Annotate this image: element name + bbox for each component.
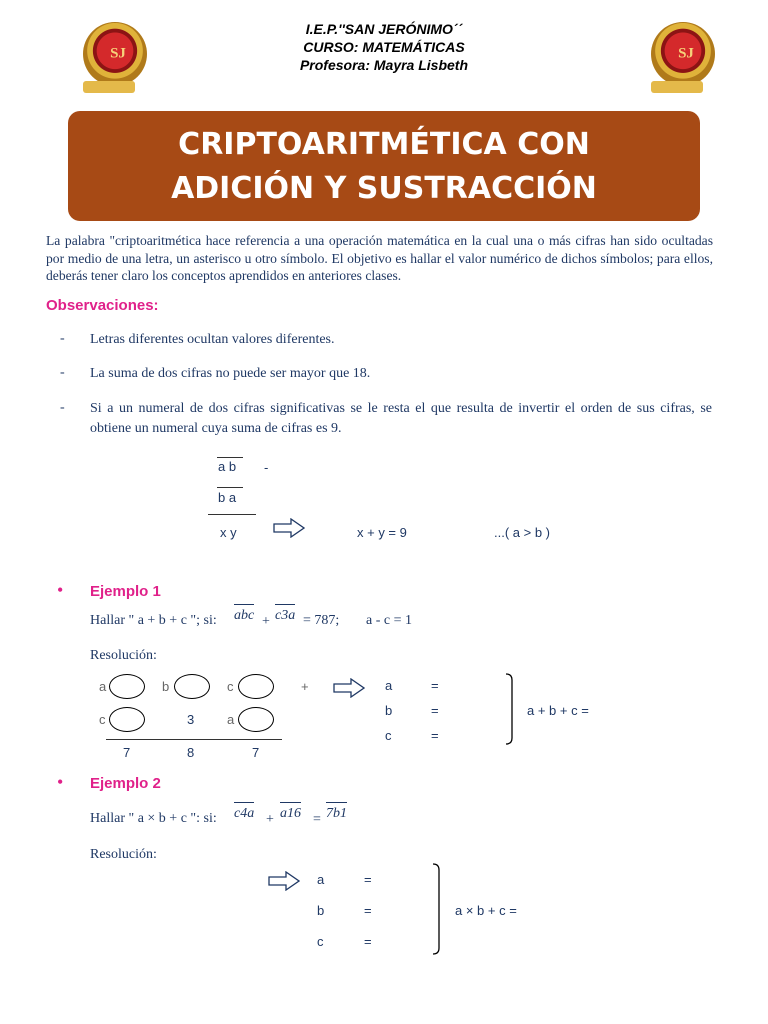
sum-formula: x + y = 9 xyxy=(357,525,407,540)
example1-equals: = 787; xyxy=(303,613,340,628)
sum-line xyxy=(106,739,282,740)
arrow-right-icon xyxy=(268,871,300,891)
sum-digit-3: 7 xyxy=(252,745,260,760)
header-block xyxy=(0,20,768,74)
sum-digit-1: 7 xyxy=(123,745,131,760)
digit-blank[interactable] xyxy=(238,674,274,699)
example1-term-abc: abc xyxy=(234,604,254,626)
title-line-2: ADICIÓN Y SUSTRACCIÓN xyxy=(171,171,597,206)
digit-blank[interactable] xyxy=(109,707,145,732)
answer-a-eq: = xyxy=(431,678,439,693)
title-line-1: CRIPTOARITMÉTICA CON xyxy=(178,127,590,162)
logo-text: SJ xyxy=(678,45,694,62)
label-a: a xyxy=(227,712,235,727)
observations-heading: Observaciones: xyxy=(46,297,159,314)
answer-b-eq: = xyxy=(364,903,372,918)
digit-blank[interactable] xyxy=(238,707,274,732)
logo-text: SJ xyxy=(110,45,126,62)
label-c: c xyxy=(99,712,106,727)
dash-3: - xyxy=(60,400,65,415)
example2-heading: Ejemplo 2 xyxy=(90,775,161,792)
answer-c-eq: = xyxy=(364,934,372,949)
example2-result-label: a × b + c = xyxy=(455,903,517,918)
school-name: I.E.P.''SAN JERÓNIMO´´ xyxy=(305,21,463,37)
dash-1: - xyxy=(60,331,65,346)
numeral-ab: a b xyxy=(218,459,237,474)
example1-term-c3a: c3a xyxy=(275,604,295,626)
label-a: a xyxy=(99,679,107,694)
example2-resolution: Resolución: xyxy=(90,847,157,862)
answer-c-eq: = xyxy=(431,728,439,743)
example2-term-7b1: 7b1 xyxy=(326,802,347,824)
bracket xyxy=(430,862,444,956)
teacher-name: Profesora: Mayra Lisbeth xyxy=(299,57,469,73)
answer-c-label: c xyxy=(385,728,392,743)
observation-item-3: Si a un numeral de dos cifras significativas se le resta el que resulta de invertir el orden de sus cifras, se obtiene un numeral cuya suma de cifras es 9. xyxy=(90,401,712,436)
example1-condition: a - c = 1 xyxy=(366,613,412,628)
course-name: CURSO: MATEMÁTICAS xyxy=(303,39,465,55)
result-xy: x y xyxy=(220,525,237,540)
arrow-right-icon xyxy=(333,678,365,698)
answer-b-label: b xyxy=(385,703,393,718)
bracket xyxy=(503,672,517,746)
example1-result-label: a + b + c = xyxy=(527,703,589,718)
answer-c-label: c xyxy=(317,934,324,949)
digit-blank[interactable] xyxy=(109,674,145,699)
sum-digit-2: 8 xyxy=(187,745,195,760)
example2-term-c4a: c4a xyxy=(234,802,254,824)
numeral-ba: b a xyxy=(218,490,237,505)
answer-a-label: a xyxy=(385,678,393,693)
answer-b-eq: = xyxy=(431,703,439,718)
condition-a-gt-b: ...( a > b ) xyxy=(494,525,550,540)
example2-plus: + xyxy=(266,812,274,827)
digit-3: 3 xyxy=(187,712,195,727)
answer-a-eq: = xyxy=(364,872,372,887)
example1-prompt: Hallar " a + b + c "; si: xyxy=(90,613,217,628)
example1-heading: Ejemplo 1 xyxy=(90,583,161,600)
example1-plus: + xyxy=(262,614,270,629)
label-c: c xyxy=(227,679,234,694)
answer-a-label: a xyxy=(317,872,325,887)
arrow-right-icon xyxy=(273,518,305,538)
bullet-2: • xyxy=(57,772,64,792)
title-banner xyxy=(68,111,700,221)
intro-paragraph: La palabra "criptoaritmética hace referencia a una operación matemática en la cual una o más cifras han sido ocultadas por medio de una letra, un asterisco u otro símbolo. El objetivo es hallar el valor numérico de dichos símbolos; para ellos, deberás tener claro los conceptos aprendidos en anteriores clases. xyxy=(46,233,713,283)
observation-item-1: Letras diferentes ocultan valores diferentes. xyxy=(90,332,335,347)
example2-prompt: Hallar " a × b + c ": si: xyxy=(90,811,217,826)
example1-resolution: Resolución: xyxy=(90,648,157,663)
dash-2: - xyxy=(60,365,65,380)
example2-eq-sign: = xyxy=(313,812,321,827)
label-b: b xyxy=(162,679,170,694)
observation-item-2: La suma de dos cifras no puede ser mayor que 18. xyxy=(90,366,371,381)
bullet-1: • xyxy=(57,580,64,600)
minus-sign: - xyxy=(264,460,269,475)
example2-term-a16: a16 xyxy=(280,802,301,824)
answer-b-label: b xyxy=(317,903,325,918)
plus-sign: + xyxy=(301,679,309,694)
overline-ab xyxy=(217,457,243,458)
overline-ba xyxy=(217,487,243,488)
digit-blank[interactable] xyxy=(174,674,210,699)
subtraction-line xyxy=(208,514,256,515)
